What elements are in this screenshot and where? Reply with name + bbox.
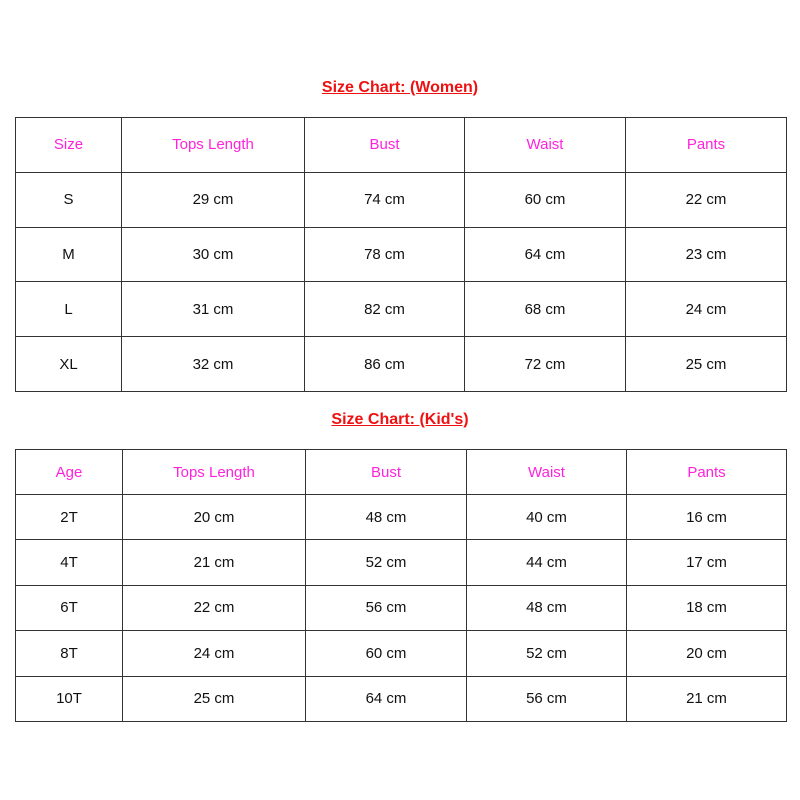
bust-cell: 74 cm [305, 172, 465, 227]
table-row [16, 631, 787, 676]
women-size-chart-title: Size Chart: (Women) [321, 79, 479, 96]
header-cell-bust: Bust [305, 118, 465, 173]
age-cell: 6T [16, 585, 123, 630]
table-row [16, 282, 787, 337]
women-size-table [15, 117, 787, 392]
header-cell-tops-length: Tops Length [123, 450, 306, 495]
pants-cell: 25 cm [626, 337, 787, 392]
waist-cell: 48 cm [467, 585, 627, 630]
age-cell: 4T [16, 540, 123, 585]
header-cell-pants: Pants [626, 118, 787, 173]
bust-cell: 78 cm [305, 227, 465, 282]
bust-cell: 64 cm [306, 676, 467, 721]
bust-cell: 56 cm [306, 585, 467, 630]
bust-cell: 86 cm [305, 337, 465, 392]
table-row [16, 676, 787, 721]
table-row [16, 540, 787, 585]
table-row [16, 337, 787, 392]
bust-cell: 60 cm [306, 631, 467, 676]
header-cell-size: Size [16, 118, 122, 173]
tops-length-cell: 32 cm [122, 337, 305, 392]
bust-cell: 82 cm [305, 282, 465, 337]
table-header-row [16, 450, 787, 495]
age-cell: 2T [16, 495, 123, 540]
age-cell: 8T [16, 631, 123, 676]
size-cell: M [16, 227, 122, 282]
bust-cell: 48 cm [306, 495, 467, 540]
waist-cell: 52 cm [467, 631, 627, 676]
pants-cell: 22 cm [626, 172, 787, 227]
waist-cell: 44 cm [467, 540, 627, 585]
pants-cell: 20 cm [627, 631, 787, 676]
size-cell: XL [16, 337, 122, 392]
kids-size-chart-title: Size Chart: (Kid's) [331, 411, 469, 428]
table-row [16, 585, 787, 630]
size-cell: L [16, 282, 122, 337]
waist-cell: 56 cm [467, 676, 627, 721]
tops-length-cell: 21 cm [123, 540, 306, 585]
header-cell-tops-length: Tops Length [122, 118, 305, 173]
tops-length-cell: 20 cm [123, 495, 306, 540]
pants-cell: 17 cm [627, 540, 787, 585]
table-row [16, 172, 787, 227]
tops-length-cell: 22 cm [123, 585, 306, 630]
waist-cell: 40 cm [467, 495, 627, 540]
table-row [16, 227, 787, 282]
pants-cell: 21 cm [627, 676, 787, 721]
tops-length-cell: 29 cm [122, 172, 305, 227]
header-cell-waist: Waist [465, 118, 626, 173]
tops-length-cell: 24 cm [123, 631, 306, 676]
pants-cell: 18 cm [627, 585, 787, 630]
pants-cell: 16 cm [627, 495, 787, 540]
tops-length-cell: 25 cm [123, 676, 306, 721]
waist-cell: 64 cm [465, 227, 626, 282]
header-cell-pants: Pants [627, 450, 787, 495]
pants-cell: 24 cm [626, 282, 787, 337]
table-header-row [16, 118, 787, 173]
tops-length-cell: 31 cm [122, 282, 305, 337]
tops-length-cell: 30 cm [122, 227, 305, 282]
waist-cell: 68 cm [465, 282, 626, 337]
table-row [16, 495, 787, 540]
waist-cell: 72 cm [465, 337, 626, 392]
header-cell-waist: Waist [467, 450, 627, 495]
size-cell: S [16, 172, 122, 227]
pants-cell: 23 cm [626, 227, 787, 282]
kids-size-table [15, 449, 787, 722]
header-cell-age: Age [16, 450, 123, 495]
age-cell: 10T [16, 676, 123, 721]
bust-cell: 52 cm [306, 540, 467, 585]
waist-cell: 60 cm [465, 172, 626, 227]
header-cell-bust: Bust [306, 450, 467, 495]
